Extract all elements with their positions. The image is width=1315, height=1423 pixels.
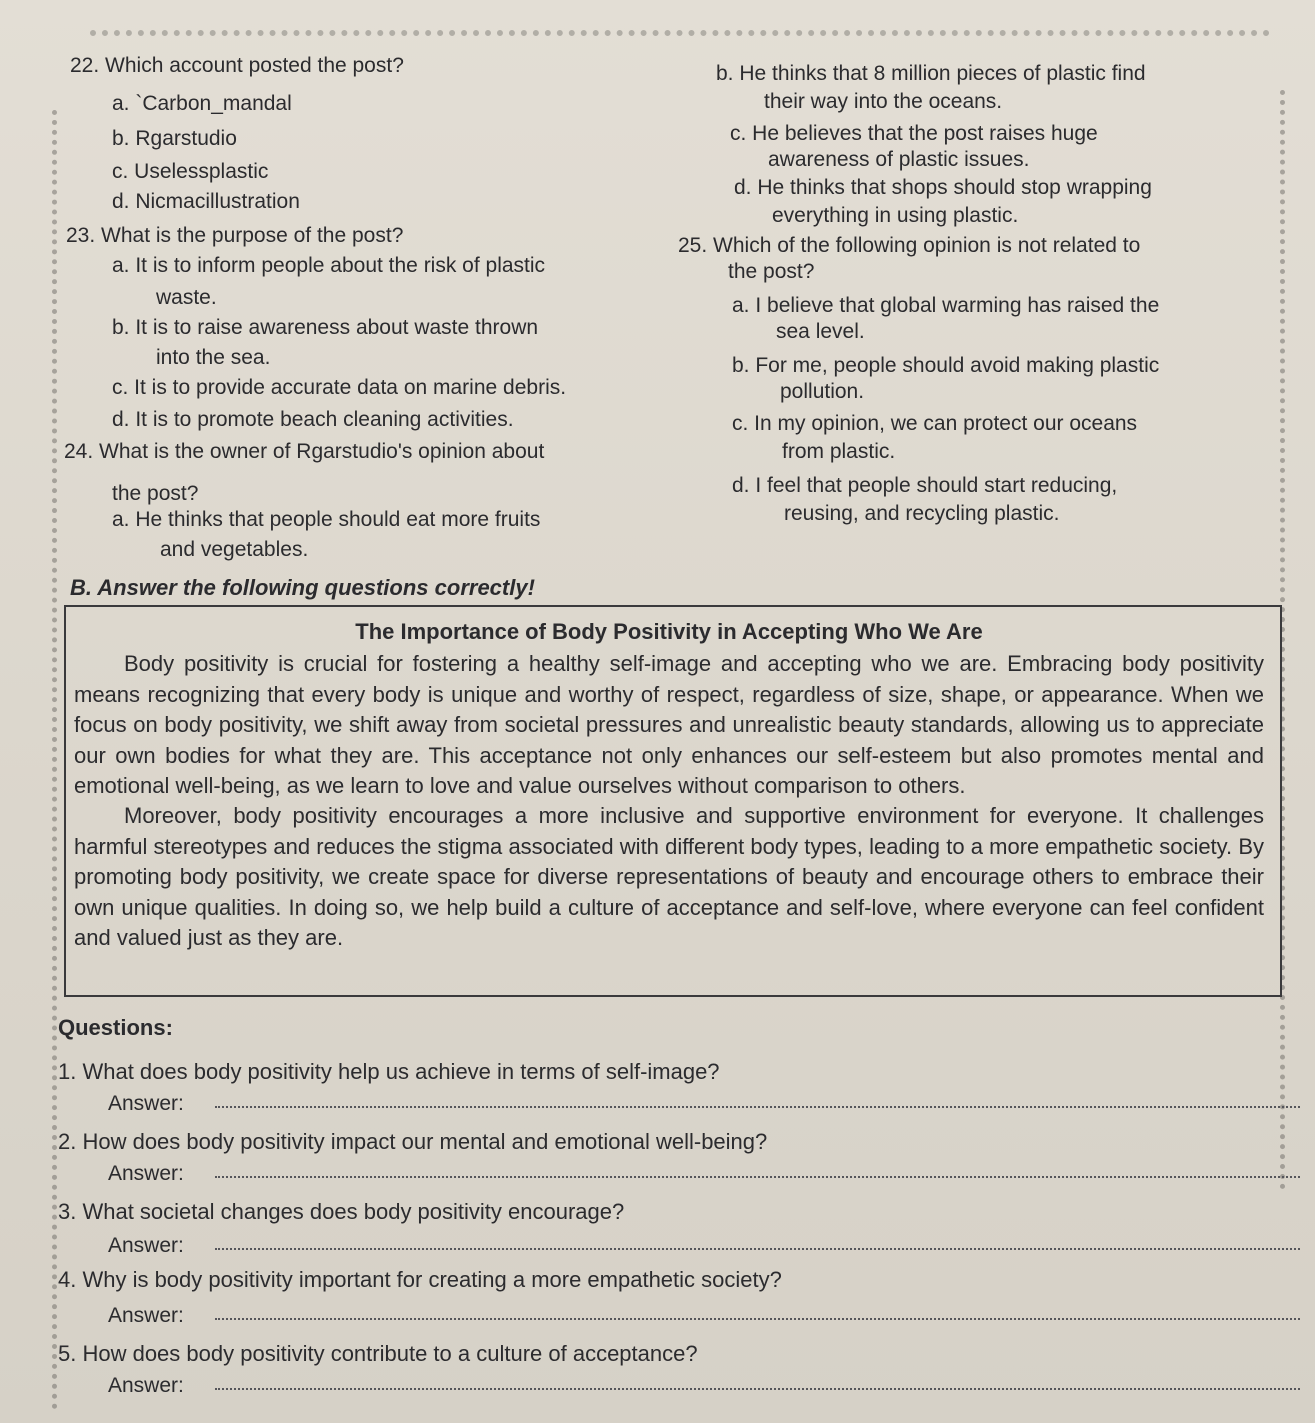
essay-question-5: 5. How does body positivity contribute to a culture of acceptance?	[58, 1341, 698, 1366]
q24-option-a-cont: and vegetables.	[160, 538, 309, 561]
essay-question-2: 2. How does body positivity impact our mental and emotional well-being?	[58, 1129, 768, 1154]
q25-option-b[interactable]: b. For me, people should avoid making plastic	[732, 354, 1160, 377]
answer-label-4: Answer:	[108, 1304, 184, 1327]
q24-option-c[interactable]: c. He believes that the post raises huge	[730, 122, 1098, 145]
q24-option-d[interactable]: d. He thinks that shops should stop wrapping	[734, 176, 1152, 199]
answer-line-2[interactable]	[215, 1176, 1300, 1178]
essay-question-3: 3. What societal changes does body positivity encourage?	[58, 1199, 625, 1224]
questions-heading: Questions:	[58, 1015, 173, 1040]
q25-option-b-cont: pollution.	[780, 380, 865, 403]
essay-question-4: 4. Why is body positivity important for creating a more empathetic society?	[58, 1267, 782, 1292]
q23-option-a[interactable]: a. It is to inform people about the risk of plastic	[112, 254, 546, 277]
q22-option-c[interactable]: c. Uselessplastic	[112, 160, 269, 183]
answer-line-3[interactable]	[215, 1248, 1300, 1250]
q22-option-a[interactable]: a. `Carbon_mandal	[112, 92, 292, 115]
q25-option-c[interactable]: c. In my opinion, we can protect our oceans	[732, 412, 1138, 435]
answer-line-5[interactable]	[215, 1388, 1300, 1390]
q25-option-a[interactable]: a. I believe that global warming has raised the	[732, 294, 1160, 317]
q23-option-b[interactable]: b. It is to raise awareness about waste thrown	[112, 316, 539, 339]
q25-option-d-cont: reusing, and recycling plastic.	[784, 502, 1060, 525]
answer-label-1: Answer:	[108, 1092, 184, 1115]
q24-option-a[interactable]: a. He thinks that people should eat more fruits	[112, 508, 541, 531]
passage-paragraph-1: Body positivity is crucial for fostering a healthy self-image and accepting who we are. Embracing body positivity means recognizing that every body is unique and worthy of respect, regardless of size, shape, or appearance. When we focus on body positivity, we shift away from societal pressures and unrealistic beauty standards, allowing us to appreciate our own bodies for what they are. This acceptance not only enhances our self-esteem but also promotes mental and emotional well-being, as we learn to love and value ourselves without comparison to others.	[74, 651, 1264, 799]
q24-option-b[interactable]: b. He thinks that 8 million pieces of plastic find	[716, 62, 1146, 85]
answer-label-5: Answer:	[108, 1374, 184, 1397]
q23-option-d[interactable]: d. It is to promote beach cleaning activities.	[112, 408, 514, 431]
q24-option-d-cont: everything in using plastic.	[772, 204, 1019, 227]
q22-option-d[interactable]: d. Nicmacillustration	[112, 190, 300, 213]
q23-option-c[interactable]: c. It is to provide accurate data on marine debris.	[112, 376, 567, 399]
question-24: 24. What is the owner of Rgarstudio's opinion about	[64, 440, 545, 463]
q24-option-c-cont: awareness of plastic issues.	[768, 148, 1030, 171]
answer-label-3: Answer:	[108, 1234, 184, 1257]
question-22: 22. Which account posted the post?	[70, 54, 404, 77]
question-25-cont: the post?	[728, 260, 815, 283]
section-b-heading: B. Answer the following questions correctly!	[70, 575, 535, 600]
q23-option-b-cont: into the sea.	[156, 346, 271, 369]
answer-line-4[interactable]	[215, 1318, 1300, 1320]
passage-title: The Importance of Body Positivity in Accepting Who We Are	[355, 619, 983, 644]
answer-line-1[interactable]	[215, 1106, 1300, 1108]
essay-question-1: 1. What does body positivity help us achieve in terms of self-image?	[58, 1059, 720, 1084]
notebook-ring-binding	[90, 30, 1270, 50]
q23-option-a-cont: waste.	[156, 286, 217, 309]
q25-option-d[interactable]: d. I feel that people should start reducing,	[732, 474, 1118, 497]
q24-option-b-cont: their way into the oceans.	[764, 90, 1003, 113]
question-23: 23. What is the purpose of the post?	[66, 224, 404, 247]
q25-option-a-cont: sea level.	[776, 320, 865, 343]
answer-label-2: Answer:	[108, 1162, 184, 1185]
question-25: 25. Which of the following opinion is not related to	[678, 234, 1141, 257]
q25-option-c-cont: from plastic.	[782, 440, 896, 463]
passage-paragraph-2: Moreover, body positivity encourages a more inclusive and supportive environment for everyone. It challenges harmful stereotypes and reduces the stigma associated with different body types, leading to a more empathetic society. By promoting body positivity, we create space for diverse representations of beauty and encourage others to embrace their own unique qualities. In doing so, we help build a culture of acceptance and self-love, where everyone can feel confident and valued just as they are.	[74, 803, 1264, 951]
q22-option-b[interactable]: b. Rgarstudio	[112, 127, 237, 150]
reading-passage-box	[64, 605, 1282, 997]
question-24-cont: the post?	[112, 482, 199, 505]
